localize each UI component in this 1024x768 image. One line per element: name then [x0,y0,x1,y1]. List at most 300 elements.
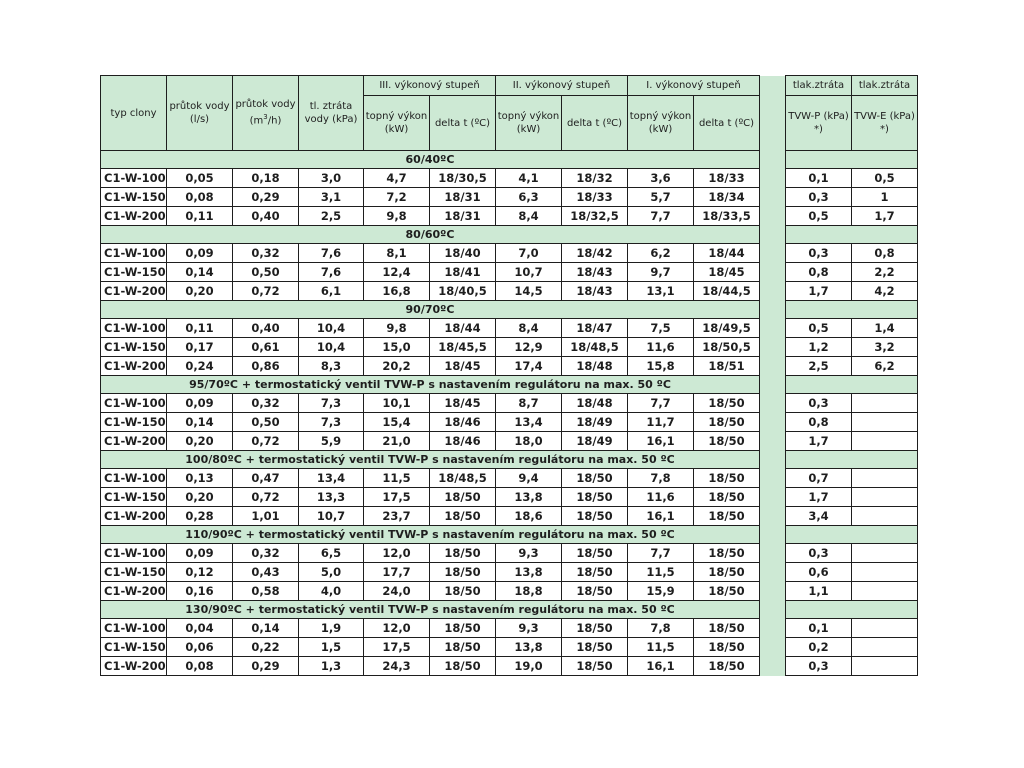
table-row [101,469,918,488]
data-cell: 0,3 [786,188,852,207]
data-cell: 5,7 [628,188,694,207]
data-cell: 18/50 [694,432,760,451]
data-cell: 10,1 [364,394,430,413]
header-row-1 [101,76,918,96]
data-cell: 18/50 [694,619,760,638]
data-cell [852,394,918,413]
data-cell: 9,3 [496,619,562,638]
data-cell: 9,4 [496,469,562,488]
data-cell [852,657,918,676]
data-cell: 16,1 [628,432,694,451]
performance-table [100,75,918,676]
data-cell: 0,20 [167,432,233,451]
data-cell: 0,3 [786,544,852,563]
data-cell: 7,2 [364,188,430,207]
data-cell: 10,7 [299,507,364,526]
header-stage-3: III. výkonový stupeň [364,76,496,96]
section-title: 90/70ºC [101,301,760,319]
data-cell: 18,6 [496,507,562,526]
row-type-cell: C1-W-150 [101,188,167,207]
data-cell: 7,8 [628,469,694,488]
section-title: 130/90ºC + termostatický ventil TVW-P s nastavením regulátoru na max. 50 ºC [101,601,760,619]
section-title-right [786,376,918,394]
data-cell: 9,8 [364,207,430,226]
data-cell: 0,17 [167,338,233,357]
data-cell: 6,2 [628,244,694,263]
data-cell: 18/49 [562,413,628,432]
data-cell: 18/42 [562,244,628,263]
data-cell: 1,9 [299,619,364,638]
data-cell: 7,7 [628,394,694,413]
data-cell: 13,8 [496,488,562,507]
performance-table-wrapper [100,75,918,676]
row-type-cell: C1-W-150 [101,413,167,432]
data-cell: 0,24 [167,357,233,376]
gap-column [760,76,786,96]
data-cell: 14,5 [496,282,562,301]
data-cell: 1,7 [786,432,852,451]
data-cell: 0,5 [786,207,852,226]
row-type-cell: C1-W-100 [101,244,167,263]
data-cell: 18/50,5 [694,338,760,357]
data-cell: 18/32 [562,169,628,188]
section-row [101,151,918,169]
gap-cell [760,376,786,394]
table-row [101,319,918,338]
row-type-cell: C1-W-100 [101,169,167,188]
table-row [101,357,918,376]
section-row [101,451,918,469]
row-type-cell: C1-W-100 [101,319,167,338]
data-cell: 18/40,5 [430,282,496,301]
header-tlak-ztrata-e: tlak.ztráta [852,76,918,96]
data-cell: 0,05 [167,169,233,188]
data-cell: 18,0 [496,432,562,451]
header-prutok-ls: průtok vody (l/s) [167,76,233,151]
data-cell: 1,7 [786,488,852,507]
data-cell: 18/43 [562,282,628,301]
data-cell: 18/50 [562,582,628,601]
data-cell: 0,3 [786,657,852,676]
gap-cell [760,394,786,413]
header-prutok-m3h-b: (m [249,115,264,127]
data-cell: 18/50 [430,582,496,601]
data-cell: 7,3 [299,394,364,413]
data-cell: 0,8 [852,244,918,263]
data-cell: 18/50 [430,563,496,582]
section-row [101,301,918,319]
data-cell: 13,8 [496,638,562,657]
data-cell: 18/45 [694,263,760,282]
table-row [101,338,918,357]
data-cell: 0,72 [233,432,299,451]
data-cell: 1,5 [299,638,364,657]
data-cell: 0,3 [786,394,852,413]
header-typ-clony: typ clony [101,76,167,151]
data-cell: 0,47 [233,469,299,488]
data-cell: 18/50 [694,563,760,582]
data-cell: 0,14 [167,413,233,432]
gap-cell [760,657,786,676]
gap-cell [760,169,786,188]
data-cell: 0,06 [167,638,233,657]
data-cell: 18/50 [562,488,628,507]
data-cell: 10,4 [299,338,364,357]
gap-cell [760,263,786,282]
data-cell: 6,2 [852,357,918,376]
data-cell: 18/50 [562,544,628,563]
data-cell: 1,1 [786,582,852,601]
data-cell: 18/45 [430,357,496,376]
row-type-cell: C1-W-150 [101,563,167,582]
data-cell: 18/51 [694,357,760,376]
data-cell: 6,5 [299,544,364,563]
data-cell: 18/50 [430,657,496,676]
section-row [101,376,918,394]
data-cell: 0,16 [167,582,233,601]
data-cell: 8,1 [364,244,430,263]
section-title: 100/80ºC + termostatický ventil TVW-P s nastavením regulátoru na max. 50 ºC [101,451,760,469]
header-stage-2: II. výkonový stupeň [496,76,628,96]
data-cell: 0,32 [233,544,299,563]
data-cell: 18/48,5 [430,469,496,488]
data-cell: 15,0 [364,338,430,357]
data-cell: 18/31 [430,207,496,226]
data-cell: 0,72 [233,282,299,301]
row-type-cell: C1-W-150 [101,638,167,657]
data-cell: 0,29 [233,657,299,676]
data-cell: 0,12 [167,563,233,582]
data-cell: 4,7 [364,169,430,188]
data-cell: 18/30,5 [430,169,496,188]
data-cell: 23,7 [364,507,430,526]
data-cell: 0,40 [233,207,299,226]
data-cell: 1,4 [852,319,918,338]
section-row [101,526,918,544]
data-cell: 18/50 [562,619,628,638]
data-cell: 0,09 [167,244,233,263]
gap-cell [760,413,786,432]
data-cell: 0,13 [167,469,233,488]
data-cell: 16,1 [628,657,694,676]
data-cell: 0,61 [233,338,299,357]
data-cell: 0,50 [233,413,299,432]
data-cell: 18/44 [694,244,760,263]
gap-cell [760,338,786,357]
data-cell: 5,0 [299,563,364,582]
section-title-right [786,151,918,169]
data-cell: 0,11 [167,319,233,338]
data-cell: 0,3 [786,244,852,263]
data-cell: 18/44,5 [694,282,760,301]
data-cell: 6,1 [299,282,364,301]
header-delta-t-2: delta t (ºC) [562,96,628,151]
data-cell: 11,7 [628,413,694,432]
header-topny-vykon-2: topný výkon (kW) [496,96,562,151]
data-cell: 2,5 [299,207,364,226]
data-cell: 18/41 [430,263,496,282]
table-row [101,188,918,207]
row-type-cell: C1-W-150 [101,338,167,357]
header-prutok-m3h-c: /h) [267,115,282,127]
data-cell: 0,6 [786,563,852,582]
data-cell: 0,1 [786,169,852,188]
data-cell: 17,4 [496,357,562,376]
data-cell: 18/33,5 [694,207,760,226]
data-cell: 4,2 [852,282,918,301]
data-cell: 18/32,5 [562,207,628,226]
gap-cell [760,151,786,169]
data-cell: 16,8 [364,282,430,301]
data-cell: 18/44 [430,319,496,338]
gap-cell [760,488,786,507]
data-cell: 19,0 [496,657,562,676]
header-prutok-m3h-a: průtok vody [235,99,296,111]
data-cell: 13,3 [299,488,364,507]
data-cell: 2,2 [852,263,918,282]
data-cell: 18/50 [694,638,760,657]
data-cell: 18/50 [694,469,760,488]
data-cell: 7,7 [628,207,694,226]
data-cell: 18/43 [562,263,628,282]
data-cell: 7,6 [299,244,364,263]
data-cell: 8,4 [496,319,562,338]
data-cell: 18/50 [694,507,760,526]
data-cell: 6,3 [496,188,562,207]
data-cell: 18/50 [694,488,760,507]
data-cell: 18/33 [562,188,628,207]
data-cell: 11,6 [628,488,694,507]
header-prutok-m3h-sup: 3 [263,113,268,122]
section-row [101,226,918,244]
data-cell: 0,04 [167,619,233,638]
data-cell: 0,20 [167,282,233,301]
data-cell: 18/48,5 [562,338,628,357]
data-cell: 0,5 [786,319,852,338]
row-type-cell: C1-W-150 [101,263,167,282]
table-row [101,432,918,451]
header-tl-ztrata: tl. ztráta vody (kPa) [299,76,364,151]
header-topny-vykon-3: topný výkon (kW) [364,96,430,151]
table-row [101,244,918,263]
table-body [101,76,918,676]
data-cell: 18/50 [430,544,496,563]
data-cell: 0,5 [852,169,918,188]
gap-cell [760,601,786,619]
data-cell: 10,4 [299,319,364,338]
data-cell: 16,1 [628,507,694,526]
data-cell: 18/33 [694,169,760,188]
row-type-cell: C1-W-200 [101,357,167,376]
data-cell: 8,3 [299,357,364,376]
data-cell: 15,8 [628,357,694,376]
data-cell: 18/50 [562,563,628,582]
data-cell: 18/45 [430,394,496,413]
data-cell: 18,8 [496,582,562,601]
gap-cell [760,451,786,469]
data-cell: 13,1 [628,282,694,301]
gap-cell [760,432,786,451]
data-cell: 18/49 [562,432,628,451]
data-cell: 18/50 [562,507,628,526]
section-title: 60/40ºC [101,151,760,169]
data-cell [852,507,918,526]
data-cell: 4,1 [496,169,562,188]
data-cell: 18/50 [562,469,628,488]
gap-cell [760,563,786,582]
data-cell: 1,01 [233,507,299,526]
row-type-cell: C1-W-100 [101,544,167,563]
data-cell: 13,8 [496,563,562,582]
table-row [101,169,918,188]
data-cell: 18/45,5 [430,338,496,357]
data-cell: 0,8 [786,263,852,282]
data-cell: 0,20 [167,488,233,507]
data-cell: 18/50 [562,657,628,676]
gap-cell [760,526,786,544]
table-row [101,619,918,638]
table-row [101,638,918,657]
data-cell: 18/48 [562,394,628,413]
data-cell: 17,5 [364,638,430,657]
data-cell: 8,4 [496,207,562,226]
header-tvw-p: TVW-P (kPa) *) [786,96,852,151]
table-row [101,488,918,507]
data-cell [852,563,918,582]
data-cell: 2,5 [786,357,852,376]
data-cell: 18/48 [562,357,628,376]
gap-cell [760,244,786,263]
data-cell [852,544,918,563]
row-type-cell: C1-W-200 [101,432,167,451]
data-cell: 0,43 [233,563,299,582]
gap-cell [760,544,786,563]
data-cell: 18/34 [694,188,760,207]
header-delta-t-3: delta t (ºC) [430,96,496,151]
gap-cell [760,507,786,526]
data-cell: 18/50 [430,619,496,638]
section-title-right [786,451,918,469]
data-cell: 3,1 [299,188,364,207]
gap-cell [760,96,786,151]
data-cell: 9,7 [628,263,694,282]
data-cell: 12,9 [496,338,562,357]
data-cell [852,582,918,601]
data-cell: 18/40 [430,244,496,263]
gap-cell [760,319,786,338]
data-cell: 7,7 [628,544,694,563]
data-cell: 0,09 [167,544,233,563]
data-cell: 0,11 [167,207,233,226]
data-cell: 7,6 [299,263,364,282]
data-cell: 0,14 [233,619,299,638]
row-type-cell: C1-W-100 [101,469,167,488]
data-cell: 11,5 [364,469,430,488]
gap-cell [760,282,786,301]
data-cell: 18/46 [430,432,496,451]
data-cell: 0,86 [233,357,299,376]
data-cell: 0,08 [167,188,233,207]
gap-cell [760,301,786,319]
data-cell: 0,22 [233,638,299,657]
data-cell: 1,7 [852,207,918,226]
data-cell: 18/50 [694,413,760,432]
row-type-cell: C1-W-150 [101,488,167,507]
data-cell: 11,5 [628,638,694,657]
data-cell: 0,72 [233,488,299,507]
header-stage-1: I. výkonový stupeň [628,76,760,96]
data-cell: 18/50 [430,488,496,507]
data-cell: 1,7 [786,282,852,301]
data-cell [852,619,918,638]
data-cell: 0,14 [167,263,233,282]
data-cell: 0,7 [786,469,852,488]
data-cell [852,432,918,451]
data-cell: 18/50 [694,544,760,563]
data-cell: 0,2 [786,638,852,657]
table-row [101,582,918,601]
data-cell: 11,6 [628,338,694,357]
data-cell: 17,5 [364,488,430,507]
header-tlak-ztrata-p: tlak.ztráta [786,76,852,96]
table-row [101,263,918,282]
data-cell: 18/31 [430,188,496,207]
gap-cell [760,582,786,601]
data-cell [852,413,918,432]
data-cell: 0,32 [233,244,299,263]
table-row [101,413,918,432]
table-row [101,544,918,563]
data-cell: 18/50 [694,657,760,676]
data-cell: 12,0 [364,544,430,563]
data-cell: 18/49,5 [694,319,760,338]
header-tvw-e: TVW-E (kPa) *) [852,96,918,151]
data-cell: 10,7 [496,263,562,282]
data-cell: 3,2 [852,338,918,357]
gap-cell [760,226,786,244]
row-type-cell: C1-W-200 [101,657,167,676]
data-cell: 18/50 [430,507,496,526]
data-cell: 0,09 [167,394,233,413]
table-row [101,394,918,413]
data-cell: 0,1 [786,619,852,638]
data-cell: 11,5 [628,563,694,582]
row-type-cell: C1-W-200 [101,207,167,226]
section-row [101,601,918,619]
data-cell: 18/50 [562,638,628,657]
section-title-right [786,301,918,319]
data-cell: 9,3 [496,544,562,563]
data-cell: 0,58 [233,582,299,601]
table-row [101,207,918,226]
data-cell: 1 [852,188,918,207]
section-title: 110/90ºC + termostatický ventil TVW-P s nastavením regulátoru na max. 50 ºC [101,526,760,544]
data-cell [852,638,918,657]
gap-cell [760,469,786,488]
table-row [101,282,918,301]
header-prutok-m3h [233,76,299,151]
data-cell: 7,5 [628,319,694,338]
data-cell: 0,29 [233,188,299,207]
table-row [101,657,918,676]
data-cell: 8,7 [496,394,562,413]
data-cell: 13,4 [496,413,562,432]
data-cell: 15,9 [628,582,694,601]
data-cell: 15,4 [364,413,430,432]
data-cell: 0,40 [233,319,299,338]
data-cell [852,469,918,488]
data-cell: 21,0 [364,432,430,451]
